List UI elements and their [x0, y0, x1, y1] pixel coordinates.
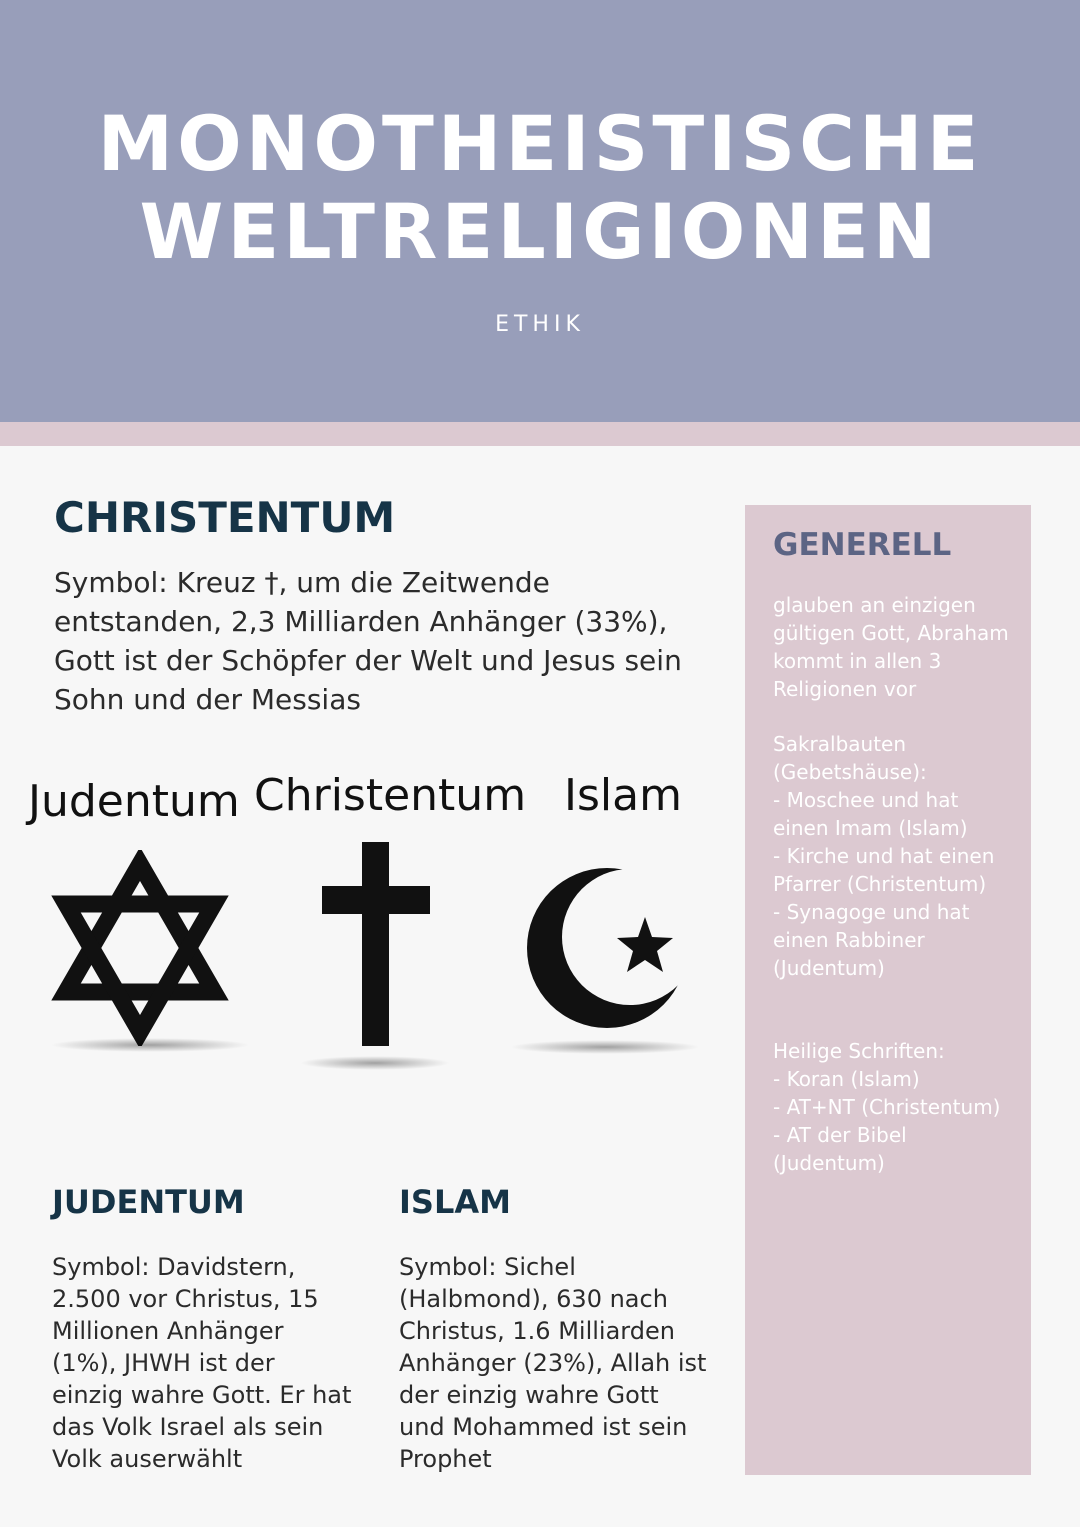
- header-stripe: [0, 422, 1080, 446]
- symbol-label-islam: Islam: [564, 770, 682, 821]
- cross-icon: [320, 842, 432, 1048]
- judentum-heading: JUDENTUM: [52, 1183, 245, 1221]
- cross-shadow: [300, 1056, 450, 1070]
- christentum-text: Symbol: Kreuz †, um die Zeitwende entstanden, 2,3 Milliarden Anhänger (33%), Gott ist der Schöpfer der Welt und Jesus sein Sohn und der Messias: [54, 566, 682, 716]
- generell-belief-text: glauben an einzigen gültigen Gott, Abraham kommt in allen 3 Religionen vor: [773, 593, 1009, 701]
- page-title-line-2: WELTRELIGIONEN: [139, 187, 941, 276]
- symbol-label-judentum: Judentum: [28, 776, 240, 827]
- islam-text: Symbol: Sichel (Halbmond), 630 nach Christus, 1.6 Milliarden Anhänger (23%), Allah ist der einzig wahre Gott und Mohammed ist sein Prophet: [399, 1253, 707, 1473]
- page-title-line-1: MONOTHEISTISCHE: [97, 99, 983, 188]
- generell-sidebar: [745, 505, 1031, 1475]
- star-shadow: [50, 1038, 250, 1052]
- christentum-heading: CHRISTENTUM: [54, 493, 396, 542]
- judentum-text: Symbol: Davidstern, 2.500 vor Christus, 15 Millionen Anhänger (1%), JHWH ist der einzig wahre Gott. Er hat das Volk Israel als sein Volk auserwählt: [52, 1253, 352, 1473]
- star-of-david-icon: [50, 850, 230, 1046]
- crescent-shadow: [510, 1040, 700, 1054]
- page-title: [0, 100, 1080, 276]
- generell-heading: GENERELL: [773, 527, 952, 563]
- generell-sacred-buildings-text: Sakralbauten (Gebetshäuse): - Moschee und hat einen Imam (Islam) - Kirche und hat einen Pfarrer (Christentum) - Synagoge und hat einen Rabbiner (Judentum): [773, 732, 995, 980]
- islam-heading: ISLAM: [399, 1183, 511, 1221]
- generell-scriptures-text: Heilige Schriften: - Koran (Islam) - AT+NT (Christentum) - AT der Bibel (Judentum): [773, 1039, 1001, 1175]
- symbol-label-christentum: Christentum: [254, 770, 527, 821]
- page-subtitle: ETHIK: [495, 312, 585, 337]
- crescent-star-icon: [525, 855, 685, 1041]
